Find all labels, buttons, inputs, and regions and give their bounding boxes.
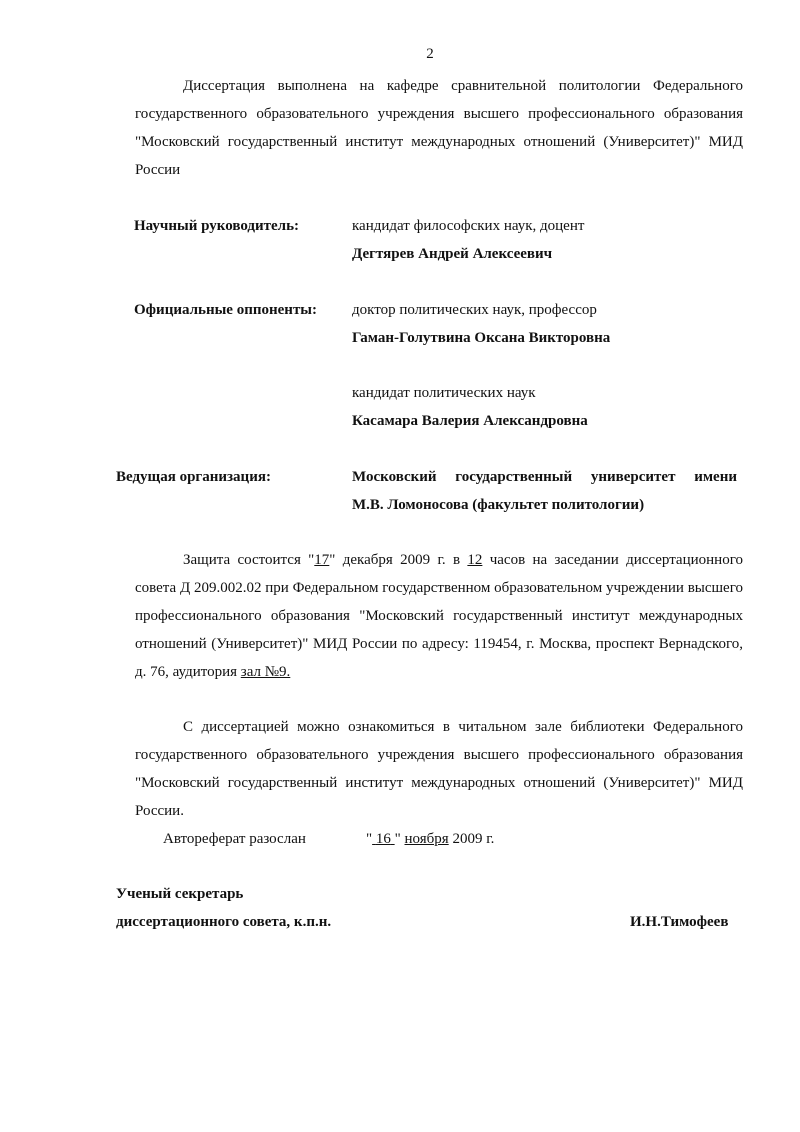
- secretary-name: И.Н.Тимофеев: [630, 914, 729, 930]
- library-paragraph: С диссертацией можно ознакомиться в читальном зале библиотеки Федерального государственного образовательного учреждения высшего профессионального образования "Московский государственный институт международных отношений (Университет)" МИД России.: [135, 719, 743, 819]
- supervisor-title: кандидат философских наук, доцент: [352, 218, 585, 234]
- supervisor-label: Научный руководитель:: [134, 218, 299, 234]
- secretary-title-1: Ученый секретарь: [116, 886, 244, 902]
- opponent-2-title: кандидат политических наук: [352, 385, 536, 401]
- abstract-sent-date: " 16 " ноября 2009 г.: [366, 831, 495, 847]
- opponents-label: Официальные оппоненты:: [134, 302, 318, 318]
- opponent-2-name: Касамара Валерия Александровна: [352, 413, 588, 429]
- defense-paragraph: [135, 546, 743, 686]
- defense-room: зал №9.: [240, 664, 291, 680]
- opponent-1-name: Гаман-Голутвина Оксана Викторовна: [352, 330, 611, 346]
- secretary-title-2: диссертационного совета, к.п.н.: [116, 914, 332, 930]
- intro-paragraph: Диссертация выполнена на кафедре сравнительной политологии Федерального государственного образовательного учреждения высшего профессионального образования "Московский государственный институт международных отношений (Университет)" МИД России: [135, 78, 743, 178]
- supervisor-name: Дегтярев Андрей Алексеевич: [352, 246, 553, 262]
- lead-org-line-2: М.В. Ломоносова (факультет политологии): [352, 497, 645, 513]
- abstract-sent-month: ноября: [404, 831, 449, 847]
- opponent-1-title: доктор политических наук, профессор: [352, 302, 597, 318]
- page-number: 2: [426, 46, 434, 62]
- abstract-sent-day: 16: [375, 831, 391, 847]
- defense-text-1: Защита состоится ": [183, 552, 315, 568]
- defense-text-2: " декабря 2009 г. в: [329, 552, 468, 568]
- defense-text-3: часов на заседании диссертационного совета Д 209.002.02 при Федеральном государственном образовательном учреждении высшего профессионального образования "Московский государственный институт международных отношений (Университет)" МИД России по адресу: 119454, г. Москва, проспект Вернадского, д. 76, аудитория: [135, 552, 743, 680]
- lead-org-label: Ведущая организация:: [116, 469, 271, 485]
- lead-org-line-1: Московский государственный университет имени: [352, 469, 737, 485]
- defense-hour: 12: [467, 552, 483, 568]
- abstract-sent-label: Автореферат разослан: [163, 831, 306, 847]
- defense-day: 17: [314, 552, 330, 568]
- abstract-sent-year: 2009 г.: [452, 831, 495, 847]
